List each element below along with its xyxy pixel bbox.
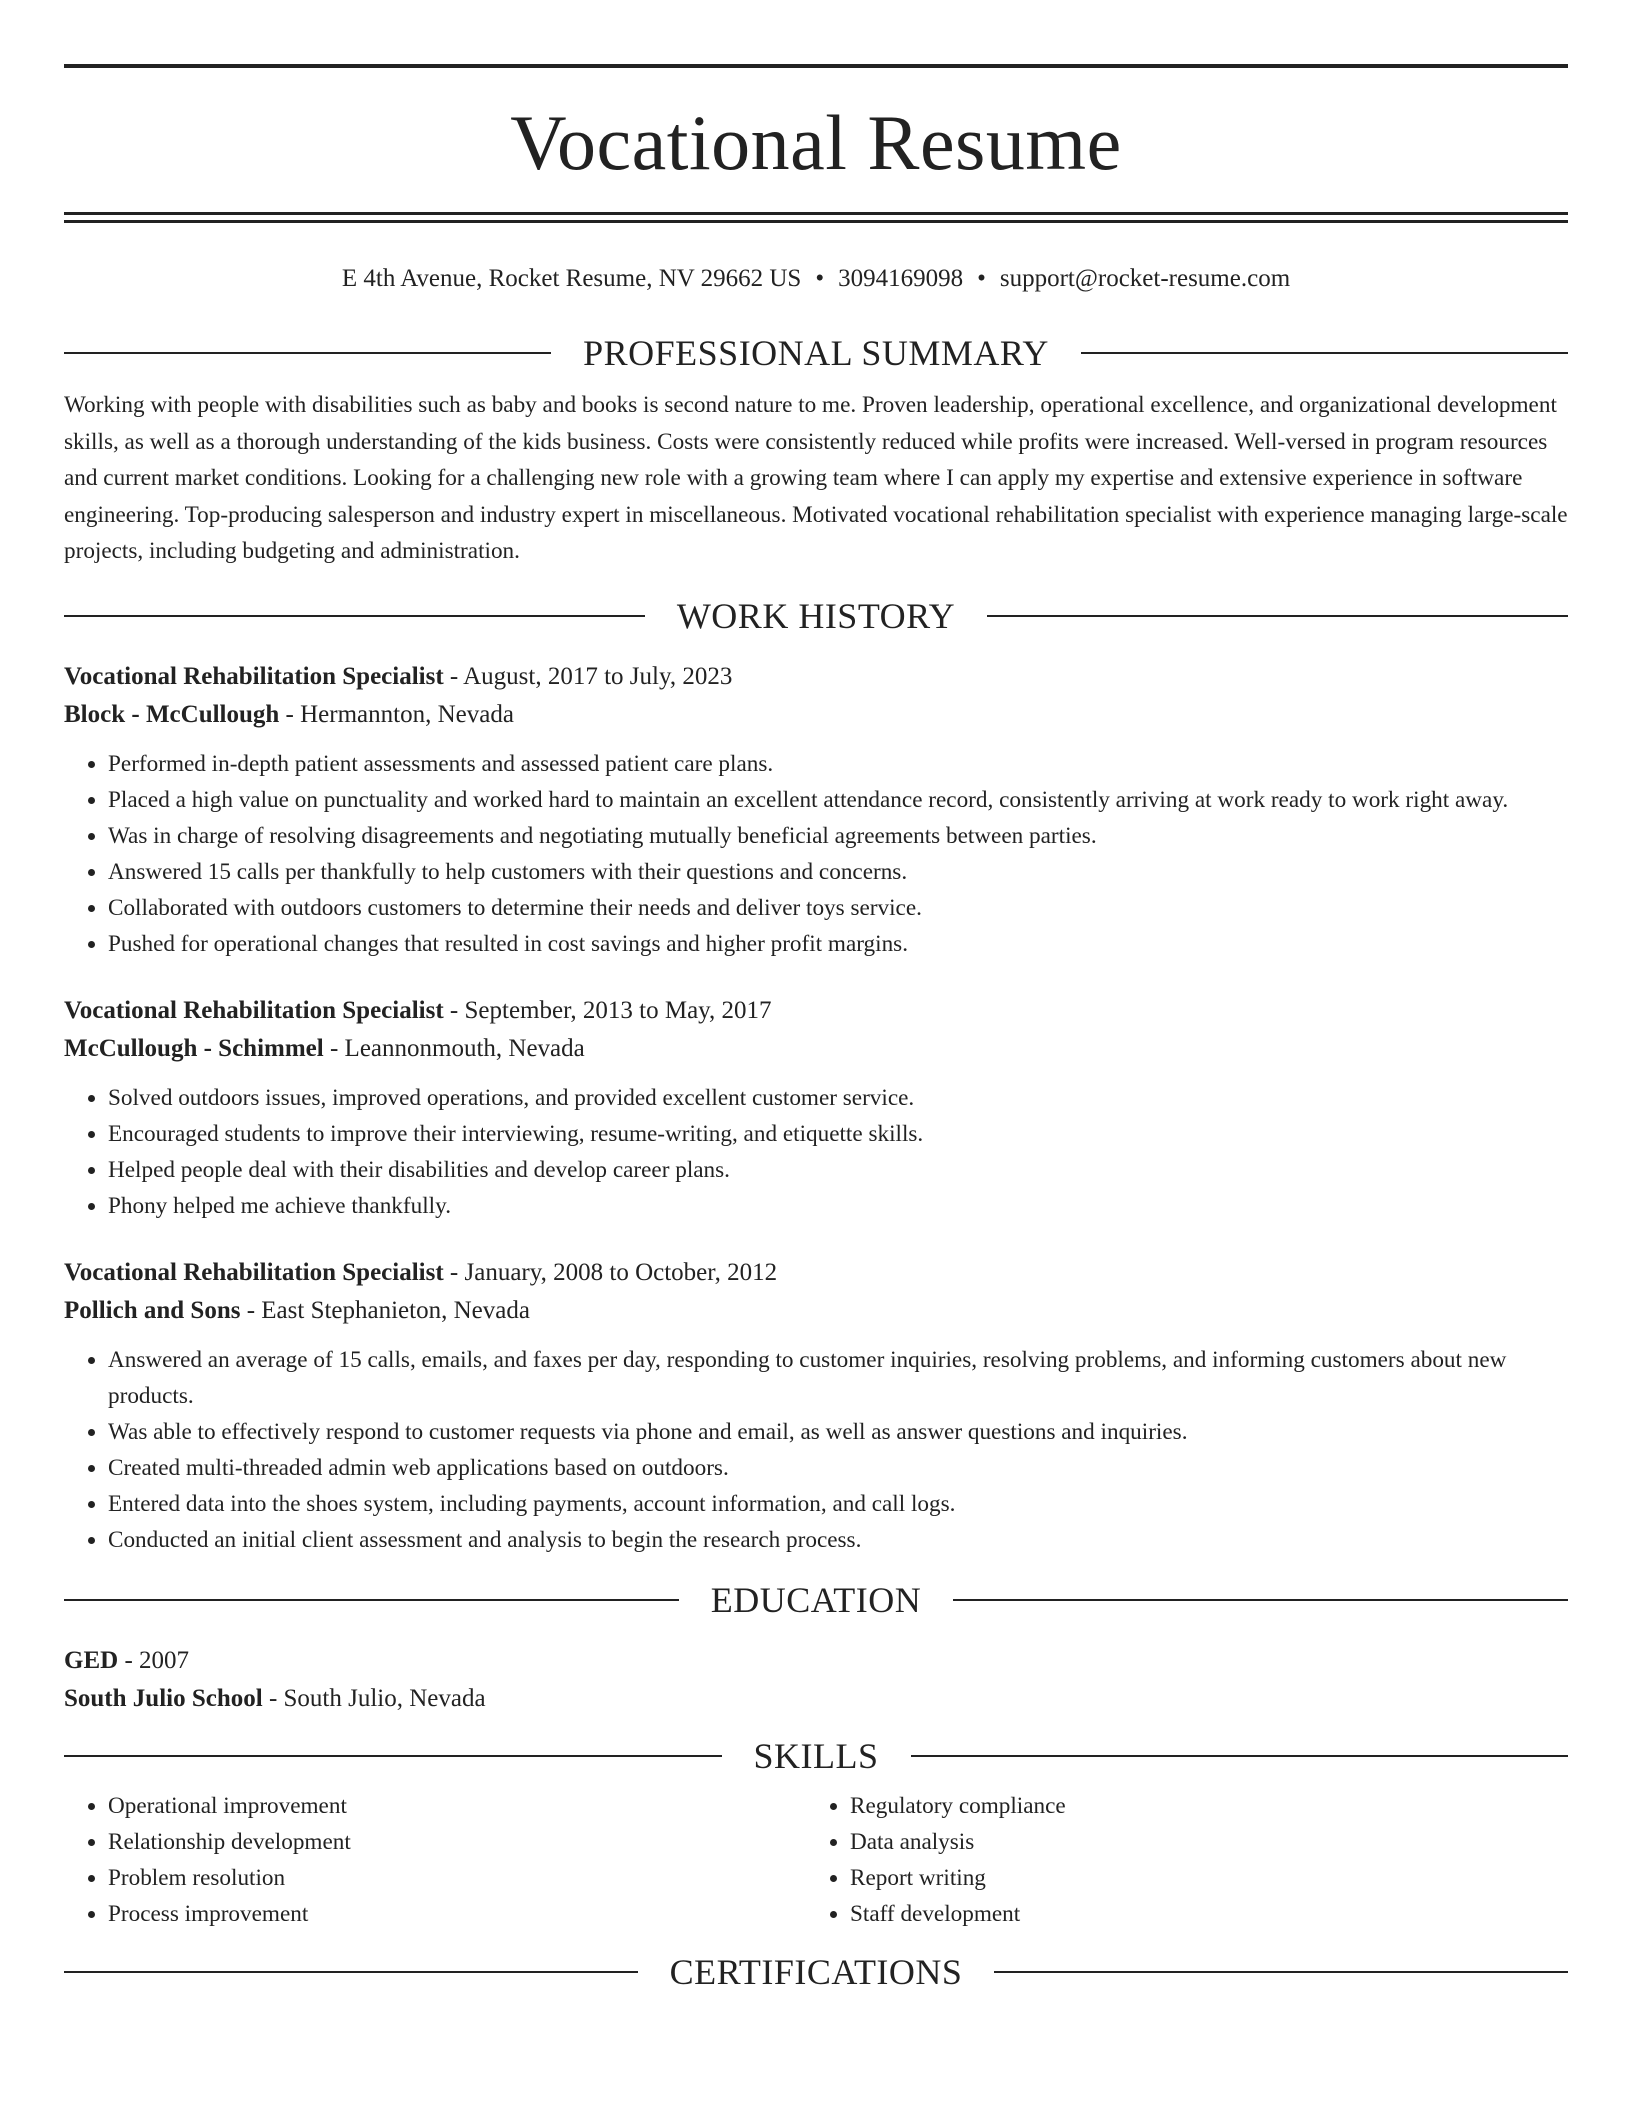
job-dates: - January, 2008 to October, 2012 [443,1258,778,1286]
resume-page [64,64,1568,1992]
list-item: • Collaborated with outdoors customers to determine their needs and deliver toys service. [108,890,1568,926]
heading-rule-left [64,352,551,354]
job-bullets [64,746,1568,962]
skill-item: • Staff development [850,1896,1548,1932]
job-company-line [64,1292,1568,1330]
skill-item: • Problem resolution [108,1860,806,1896]
certifications-heading [64,1952,1568,1992]
job-title-line [64,658,1568,696]
education-location: - South Julio, Nevada [262,1684,486,1712]
list-item: • Was able to effectively respond to customer requests via phone and email, as well as answer questions and inquiries. [108,1414,1568,1450]
list-item: • Solved outdoors issues, improved operations, and provided excellent customer service. [108,1080,1568,1116]
education-school-line [64,1680,1568,1718]
job-title: Vocational Rehabilitation Specialist [64,996,444,1024]
job-title: Vocational Rehabilitation Specialist [64,662,444,690]
job-company-line [64,696,1568,734]
list-item: • Phony helped me achieve thankfully. [108,1188,1568,1224]
job-title-line [64,1254,1568,1292]
education-entry [64,1642,1568,1718]
job-title: Vocational Rehabilitation Specialist [64,1258,444,1286]
skills-list [64,1788,1568,1932]
heading-rule-right [1081,352,1568,354]
list-item: • Performed in-depth patient assessments and assessed patient care plans. [108,746,1568,782]
work-history-heading [64,596,1568,636]
skill-item: • Report writing [850,1860,1548,1896]
job-company-line [64,1030,1568,1068]
job-company: Pollich and Sons [64,1296,241,1324]
list-item: • Helped people deal with their disabilities and develop career plans. [108,1152,1568,1188]
education-heading [64,1580,1568,1620]
title-double-rule [64,212,1568,223]
contact-address: E 4th Avenue, Rocket Resume, NV 29662 US [341,265,802,292]
skills-heading [64,1736,1568,1776]
list-item: • Encouraged students to improve their interviewing, resume-writing, and etiquette skills. [108,1116,1568,1152]
contact-email: support@rocket-resume.com [999,265,1291,292]
heading-rule-right [994,1971,1568,1973]
education-year: - 2007 [118,1646,190,1674]
job-entry [64,992,1568,1224]
section-title: WORK HISTORY [676,595,956,636]
heading-rule-right [953,1599,1568,1601]
heading-rule-left [64,1599,679,1601]
skill-item: • Operational improvement [108,1788,806,1824]
list-item: • Created multi-threaded admin web applications based on outdoors. [108,1450,1568,1486]
skill-item: • Data analysis [850,1824,1548,1860]
section-title: CERTIFICATIONS [669,1951,963,1992]
skill-item: • Process improvement [108,1896,806,1932]
section-title: SKILLS [753,1735,879,1776]
section-title: PROFESSIONAL SUMMARY [583,333,1049,373]
skill-item: • Regulatory compliance [850,1788,1548,1824]
job-location: - Hermannton, Nevada [279,700,514,728]
job-bullets [64,1342,1568,1558]
heading-rule-right [911,1755,1569,1757]
contact-separator: • [815,265,825,292]
job-dates: - August, 2017 to July, 2023 [443,662,733,690]
resume-title: Vocational Resume [510,99,1122,186]
heading-rule-right [987,615,1568,617]
list-item: • Conducted an initial client assessment and analysis to begin the research process. [108,1522,1568,1558]
list-item: • Was in charge of resolving disagreements and negotiating mutually beneficial agreements between parties. [108,818,1568,854]
job-bullets [64,1080,1568,1224]
section-title: EDUCATION [710,1579,922,1620]
list-item: • Entered data into the shoes system, including payments, account information, and call logs. [108,1486,1568,1522]
job-company: McCullough - Schimmel [64,1034,324,1062]
job-entry [64,1254,1568,1558]
education-degree: GED [64,1646,119,1674]
list-item: • Pushed for operational changes that resulted in cost savings and higher profit margins. [108,926,1568,962]
skill-item: • Relationship development [108,1824,806,1860]
list-item: • Answered 15 calls per thankfully to help customers with their questions and concerns. [108,854,1568,890]
summary-text: Working with people with disabilities such as baby and books is second nature to me. Proven leadership, operational excellence, and organizational development skills, as well as a thorough understanding of the kids business. Costs were consistently reduced while profits were increased. Well-versed in program resources and current market conditions. Looking for a challenging new role with a growing team where I can apply my expertise and extensive experience in software engineering. Top-producing salesperson and industry expert in miscellaneous. Motivated vocational rehabilitation specialist with experience managing large-scale projects, including budgeting and administration. [64,392,1568,564]
education-school: South Julio School [64,1684,263,1712]
education-degree-line [64,1642,1568,1680]
job-title-line [64,992,1568,1030]
contact-separator: • [977,265,986,292]
job-location: - Leannonmouth, Nevada [323,1034,585,1062]
heading-rule-left [64,615,645,617]
list-item: • Placed a high value on punctuality and worked hard to maintain an excellent attendance record, consistently arriving at work ready to work right away. [108,782,1568,818]
heading-rule-left [64,1971,638,1973]
list-item: • Answered an average of 15 calls, emails, and faxes per day, responding to customer inquiries, resolving problems, and informing customers about new products. [108,1342,1568,1414]
summary-heading [64,333,1568,373]
skills-column-left [64,1788,806,1932]
job-dates: - September, 2013 to May, 2017 [443,996,772,1024]
job-company: Block - McCullough [64,700,280,728]
job-entry [64,658,1568,962]
top-rule [64,64,1568,68]
heading-rule-left [64,1755,722,1757]
job-location: - East Stephanieton, Nevada [240,1296,530,1324]
skills-column-right [806,1788,1548,1932]
contact-line [64,259,1568,299]
contact-phone: 3094169098 [838,265,964,292]
